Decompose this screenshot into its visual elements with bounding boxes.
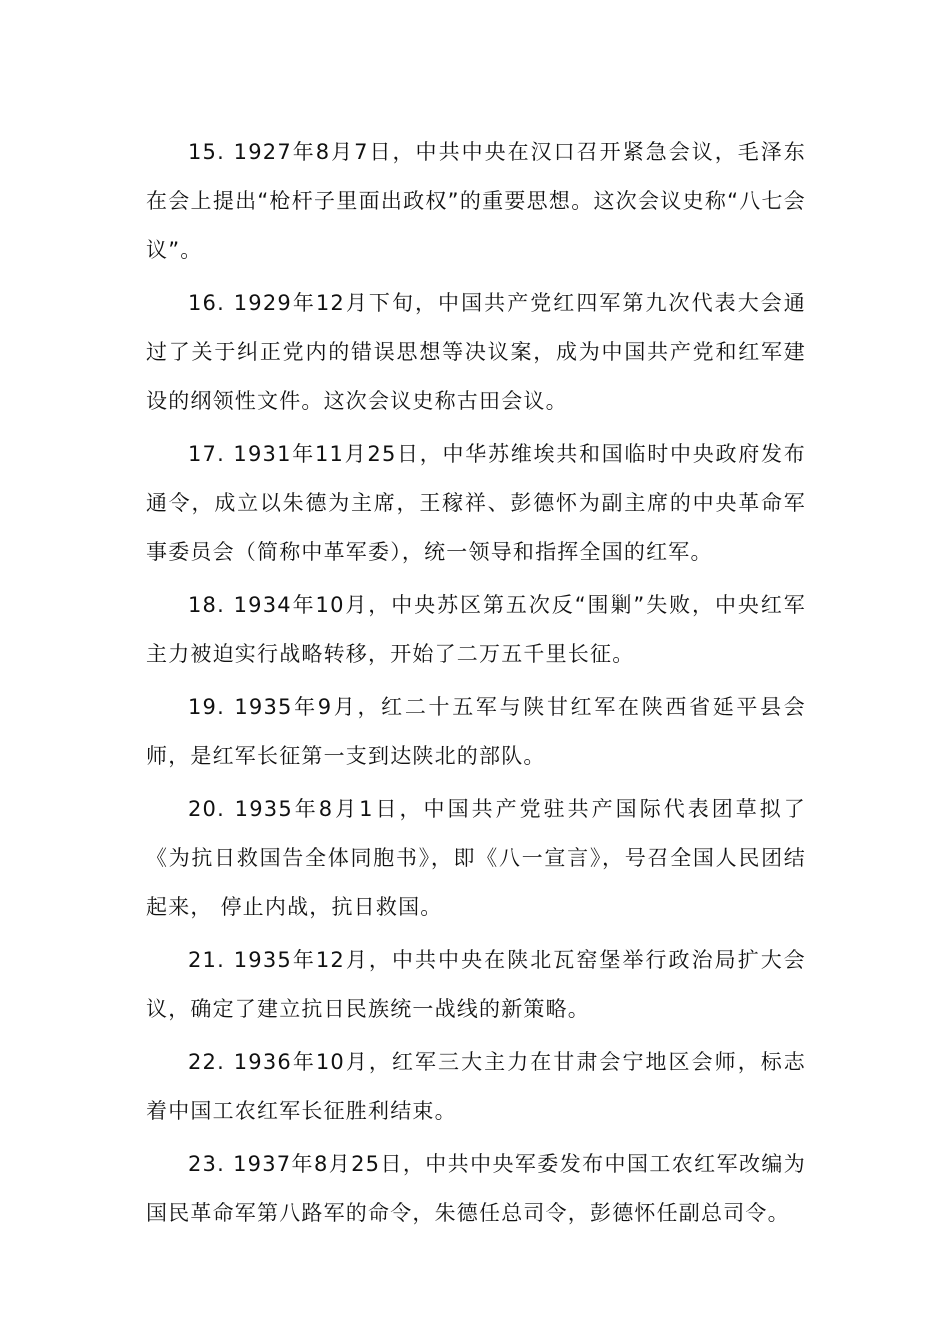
paragraph-22: 22. 1936年10月，红军三大主力在甘肃会宁地区会师，标志着中国工农红军长征胜利结束。	[146, 1050, 806, 1123]
paragraph-21: 21. 1935年12月，中共中央在陕北瓦窑堡举行政治局扩大会议，确定了建立抗日民族统一战线的新策略。	[146, 948, 806, 1021]
paragraph-15: 15. 1927年8月7日，中共中央在汉口召开紧急会议，毛泽东在会上提出“枪杆子里面出政权”的重要思想。这次会议史称“八七会议”。	[146, 140, 806, 262]
paragraph-19: 19. 1935年9月，红二十五军与陕甘红军在陕西省延平县会师，是红军长征第一支到达陕北的部队。	[146, 695, 806, 768]
paragraph-18: 18. 1934年10月，中央苏区第五次反“围剿”失败，中央红军主力被迫实行战略转移，开始了二万五千里长征。	[146, 593, 806, 666]
paragraph-23: 23. 1937年8月25日，中共中央军委发布中国工农红军改编为国民革命军第八路军的命令，朱德任总司令，彭德怀任副总司令。	[146, 1152, 806, 1225]
paragraph-17: 17. 1931年11月25日，中华苏维埃共和国临时中央政府发布通令，成立以朱德为主席，王稼祥、彭德怀为副主席的中央革命军事委员会（简称中革军委），统一领导和指挥全国的红军。	[146, 442, 806, 564]
paragraph-16: 16. 1929年12月下旬，中国共产党红四军第九次代表大会通过了关于纠正党内的错误思想等决议案，成为中国共产党和红军建设的纲领性文件。这次会议史称古田会议。	[146, 291, 806, 413]
paragraph-20: 20. 1935年8月1日，中国共产党驻共产国际代表团草拟了《为抗日救国告全体同胞书》，即《八一宣言》，号召全国人民团结起来， 停止内战，抗日救国。	[146, 797, 806, 919]
document-body	[146, 128, 806, 1238]
